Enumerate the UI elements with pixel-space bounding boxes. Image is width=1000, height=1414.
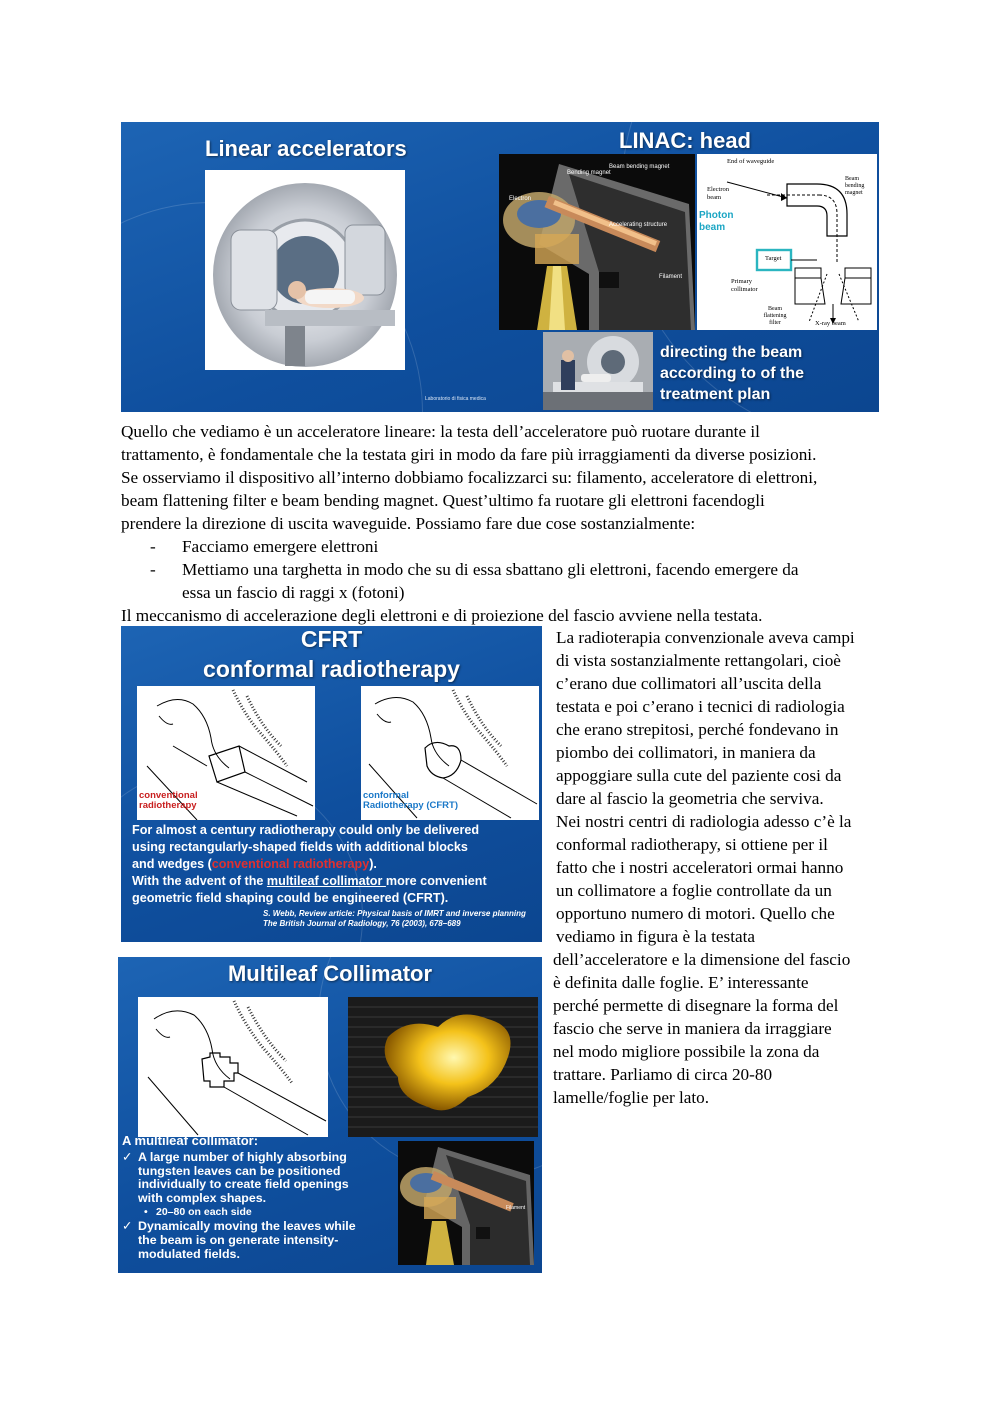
- check-icon: ✓: [122, 1219, 133, 1234]
- slide-cfrt: [121, 626, 542, 942]
- slide1-title-left: Linear accelerators: [205, 136, 407, 161]
- list-dash: -: [150, 537, 156, 556]
- text-line: piombo dei collimatori, in maniera da: [556, 743, 816, 762]
- bullet-line: A large number of highly absorbing: [138, 1150, 347, 1164]
- text-line: vediamo in figura è la testata: [556, 927, 756, 946]
- sub-bullet-text: 20–80 on each side: [156, 1206, 252, 1219]
- slide2-reference: [263, 909, 526, 929]
- diag-flattening-filter: Beam flattening filter: [763, 306, 787, 326]
- ref-line: S. Webb, Review article: Physical basis of IMRT and inverse planning: [263, 909, 526, 918]
- text-line: Nei nostri centri di radiologia adesso c’è la: [556, 812, 852, 831]
- bullet-line: modulated fields.: [138, 1246, 240, 1261]
- mlc-field-drawing: [138, 997, 328, 1137]
- body-line: using rectangularly-shaped fields with additional blocks: [132, 840, 468, 854]
- bullet-line: with complex shapes.: [138, 1190, 267, 1205]
- diag-photon-beam: Photon beam: [699, 210, 734, 233]
- diag-xray-beam: X-ray beam: [815, 320, 846, 327]
- label-cfrt: Radiotherapy (CFRT): [363, 800, 458, 811]
- conformal-paragraph-bottom: [553, 948, 893, 1109]
- body-line: geometric field shaping could be engineered (CFRT).: [132, 891, 449, 905]
- caption-line: directing the beam: [660, 344, 803, 361]
- check-icon: ✓: [122, 1150, 133, 1164]
- list-item-continued: essa un fascio di raggi x (fotoni): [182, 583, 405, 602]
- ref-line: The British Journal of Radiology, 76 (2003), 678–689: [263, 919, 461, 928]
- text-line: lamelle/foglie per lato.: [553, 1088, 710, 1107]
- slide-linear-accelerators: [121, 122, 879, 412]
- linac-head-photo: [499, 154, 695, 330]
- text-line: trattare. Parliamo di circa 20-80: [553, 1065, 773, 1084]
- slide1-credit: Laboratorio di fisica medica: [425, 396, 486, 402]
- slide1-title-right: LINAC: head: [619, 128, 751, 153]
- mechanism-sentence: Il meccanismo di accelerazione degli elettroni e di proiezione del fascio avviene nella testata.: [121, 606, 763, 625]
- conformal-paragraph-top: [556, 626, 886, 948]
- text-line: che erano strepitosi, perché fondevano in: [556, 720, 839, 739]
- slide-multileaf-collimator: [118, 957, 542, 1273]
- bullet: [122, 1151, 394, 1205]
- caption-line: treatment plan: [660, 386, 771, 403]
- intro-paragraph: [121, 420, 891, 535]
- mlc-leaves-photo: [348, 997, 538, 1137]
- list-item: Facciamo emergere elettroni: [182, 537, 379, 556]
- body-line: and wedges (conventional radiotherapy).: [132, 857, 377, 871]
- text-line: c’erano due collimatori all’uscita della: [556, 674, 822, 693]
- slide3-title: Multileaf Collimator: [227, 961, 433, 986]
- text-line: Se osserviamo il dispositivo all’interno dobbiamo focalizzarci su: filamento, acceleratore di elettroni,: [121, 468, 818, 487]
- diag-primary-collimator: Primary collimator: [731, 278, 758, 293]
- sub-bullet: [122, 1205, 394, 1220]
- list-dash: -: [150, 560, 156, 579]
- text-line: trattamento, è fondamentale che la testata giri in modo da fare più irraggiamenti da diverse posizioni.: [121, 445, 817, 464]
- head-label-bbm: Beam bending magnet: [609, 164, 670, 170]
- text-line: appoggiare sulla cute del paziente cosi da: [556, 766, 842, 785]
- text-line: nel modo migliore possibile la zona da: [553, 1042, 820, 1061]
- caption-line: according to of the: [660, 365, 804, 382]
- head-label-accelerating: Accelerating structure: [609, 222, 668, 228]
- bullet-line: Dynamically moving the leaves while: [138, 1219, 356, 1234]
- text-line: prendere la direzione di uscita waveguide. Possiamo fare due cose sostanzialmente:: [121, 514, 696, 533]
- label-radiotherapy: radiotherapy: [139, 800, 197, 811]
- text-line: dell’acceleratore e la dimensione del fascio: [553, 950, 851, 969]
- linac-machine-photo: [205, 170, 405, 370]
- conventional-rt-drawing: [137, 686, 315, 820]
- text-line: fatto che i nostri acceleratori ormai hanno: [556, 858, 844, 877]
- bullet-line: the beam is on generate intensity-: [138, 1232, 339, 1247]
- diag-bending-magnet: Beam bending magnet: [845, 176, 865, 196]
- bullet-dot-icon: •: [144, 1206, 148, 1219]
- slide2-body: [132, 822, 542, 907]
- text-line: beam flattening filter e beam bending magnet. Quest’ultimo fa ruotare gli elettroni facendogli: [121, 491, 765, 510]
- label-conformal: conformal: [363, 790, 409, 801]
- text-line: testata e poi c’erano i tecnici di radiologia: [556, 697, 845, 716]
- text-line: La radioterapia convenzionale aveva campi: [556, 628, 855, 647]
- text-line: conformal radiotherapy, si ottiene per il: [556, 835, 828, 854]
- text-line: opportuno numero di motori. Quello che: [556, 904, 835, 923]
- slide3-heading: A multileaf collimator:: [122, 1133, 259, 1148]
- bullet: [122, 1220, 394, 1261]
- bullet-line: tungsten leaves can be positioned: [138, 1163, 341, 1178]
- mlc-head-photo: [398, 1141, 534, 1265]
- text-line: dare al fascio la geometria che serviva.: [556, 789, 824, 808]
- slide2-title: CFRT: [300, 626, 363, 652]
- head-label-electron: Electron: [509, 196, 532, 202]
- slide3-bullets: [122, 1151, 394, 1261]
- conformal-rt-drawing: [361, 686, 539, 820]
- slide2-subtitle: conformal radiotherapy: [203, 656, 460, 682]
- body-line: With the advent of the multileaf collimator more convenient: [132, 874, 487, 888]
- text-line: è definita dalle foglie. E’ interessante: [553, 973, 809, 992]
- text-line: perché permette di disegnare la forma del: [553, 996, 839, 1015]
- body-line: For almost a century radiotherapy could only be delivered: [132, 823, 480, 837]
- text-line: un collimatore a foglie controllate da un: [556, 881, 832, 900]
- text-line: fascio che serve in maniera da irraggiare: [553, 1019, 832, 1038]
- slide1-caption: [660, 342, 804, 405]
- bullet-line: individually to create field openings: [138, 1177, 349, 1192]
- mlc-head-label-filament: Filament: [506, 1205, 526, 1211]
- label-conventional: conventional: [139, 790, 198, 801]
- diag-end-waveguide: End of waveguide: [727, 158, 775, 165]
- head-label-bending: Bending magnet: [567, 170, 611, 176]
- text-line: di vista sostanzialmente rettangolari, cioè: [556, 651, 841, 670]
- head-label-filament: Filament: [659, 274, 683, 280]
- linac-head-diagram: [697, 154, 877, 330]
- text-line: Quello che vediamo è un acceleratore lineare: la testa dell’acceleratore può ruotare durante il: [121, 422, 760, 441]
- list-item: Mettiamo una targhetta in modo che su di essa sbattano gli elettroni, facendo emergere da: [182, 560, 799, 579]
- treatment-room-photo: [543, 332, 653, 410]
- diag-target: Target: [765, 255, 782, 262]
- diag-electron-beam: Electron beam: [707, 186, 730, 201]
